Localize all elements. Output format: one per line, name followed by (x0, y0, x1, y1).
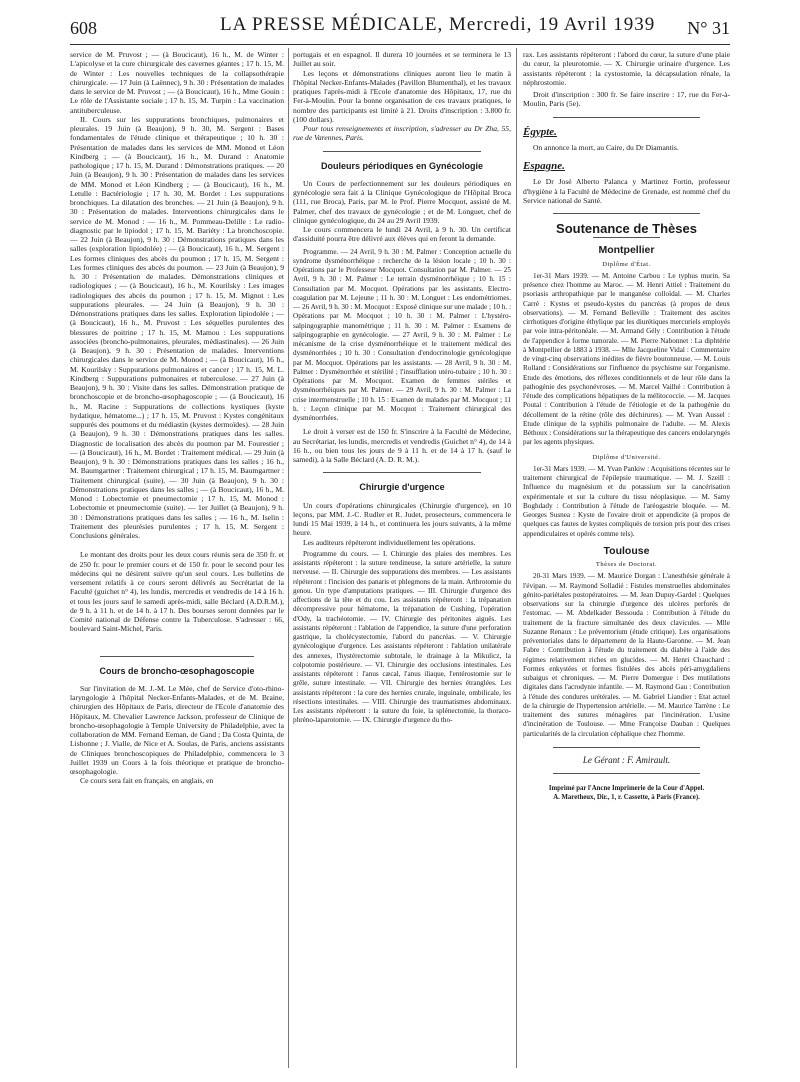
paragraph: II. Cours sur les suppurations bronchiques, pulmonaires et pleurales. 19 Juin (à Beaujon), 9 h. 30, M. Sergent : Bases fondamentales de l'étude clinique et thérapeutique ; 10 h. 30 : Présentation de malades dans les services de MM. Monod et Léon Kindberg ; — (à Boucicaut), 16 h., M. Durand : Anatomie pathologique ; 17 h. 15, M. Durand : Démonstrations pratiques. — 20 Juin (à Beaujon), 9 h. 30 : Présentation de malades dans les services de MM. Monod et Léon Kindberg ; — (à Boucicaut), 16 h., M. Letulle : Bactériologie ; 17 h. 30, M. Bordet : Les suppurations bronchiques. La dilatation des bronches. — 21 Juin (à Beaujon), 9 h. 30 : Présentation de malades. Interventions chirurgicales dans le service de M. Monod : — 16 h., M. Pommeau-Delille : Le radio-diagnostic par le lipiodol ; 17 h. 15, M. Bariéty : La bronchoscopie. — 22 Juin (à Beaujon), 9 h. 30 : Démonstrations pratiques dans les salles (exploration lipiodolée) ; — (à Boucicaut), 16 h., M. Sergent : Les formes cliniques des abcès du poumon ; 17 h. 15, M. Sergent : Les formes cliniques des abcès du poumon. — 23 Juin (à Beaujon), 9 h. 30 : Présentation de malades. Démonstrations cliniques et radiologiques ; — (à Boucicaut), 16 h., M. Kourilsky : Les images radiologiques des abcès du poumon ; 17 h. 15, M. Mignot : Les suppurations pleurales. — 24 Juin (à Beaujon), 9 h. 30 : Démonstrations pratiques dans les salles. Exploration lipiodolée ; — (à Boucicaut), 16 h., M. Pruvost : Les séquelles purulentes des blessures de poitrine ; 17 h. 15, M. Mamou : Les suppurations associées (broncho-pulmonaires, pleurales, médiastinales). — 26 Juin (à Beaujon), 9 h. 30 : Présentation de malades. Interventions chirurgicales dans le service de M. Monod ; — (à Boucicaut), 16 h., M. Kourilsky : Suppurations pulmonaires et cancer ; 17 h. 15, M. L. Kindberg : Suppurations pulmonaires et tuberculose. — 27 Juin (à Beaujon), 9 h. 30 : Visite dans les salles. Démonstration pratique de bronchoscopie et de broncho-œsophagoscopie ; — (à Boucicaut), 16 h., M. Racine : Suppurations de collections kystiques (kyste hydatique, hématome...) ; 17 h. 15, M. Pruvost : Kystes congénitaux suppurés des poumons et du médiastin (kystes dermoïdes). — 28 Juin (à Beaujon), 9 h. 30 : Démonstrations pratiques dans les salles. Diagnostic de localisation des abcès du poumon par M. Fourestier ; — (à Boucicaut), 16 h., M. Bordet : Traitement médical. — 29 Juin (à Beaujon), 9 h. 30 : Démonstrations pratiques dans les salles ; 16 h., M. Baumgartner : Traitement chirurgical ; 17 h. 15, M. Baumgartner : Traitement chirurgical (suite). — 30 Juin (à Beaujon), 9 h. 30 : Démonstrations pratiques dans les salles ; — (à Boucicaut), 16 h., M. Monod : Lobectomie et pneumectomie ; 17 h. 15, M. Monod : Lobectomie et pneumectomie (suite). — 1er Juillet (à Beaujon), 9 h. 30 : Démonstrations pratiques dans les salles ; — 16 h., M. Iselin : Traitement des pleurésies purulentes ; 17 h. 15, M. Sergent : Conclusions générales. (70, 114, 284, 540)
paragraph: Droit d'inscription : 300 fr. Se faire inscrire : 17, rue du Fer-à-Moulin, Paris (5e). (523, 90, 730, 109)
issue-number: N° 31 (687, 18, 730, 38)
section-heading-egypte: Égypte. (523, 125, 557, 138)
paragraph: Sur l'invitation de M. J.-M. Le Mée, chef de Service d'oto-rhino-laryngologie à l'hôpital Necker-Enfants-Malades, et de M. Braine, chirurgien des Hôpitaux de Paris, directeur de l'Ecole d'anatomie des Hôpitaux, M. Chevalier Lawrence Jackson, professeur de Clinique de broncho-œsophagologie à Temple University de Philadelphie, avec la collaboration de MM. Fernand Eeman, de Gand ; Da Costa Quinta, de Lisbonne ; J. Vialle, de Nice et A. Soulas, de Paris, anciens assistants de Cliniques bronchoscopiques de Philadelphie, commencera le 3 Juillet 1939 un Cours à la fois théorique et pratique de broncho-œsophagologie. (70, 683, 284, 776)
paragraph: Un cours d'opérations chirurgicales (Chirurgie d'urgence), en 10 leçons, par MM. J.-C. Rudler et R. Judet, prosecteurs, commencera le lundi 15 Mai 1939, à 14 h., et continuera les jours suivants, à la même heure. (293, 500, 511, 538)
paragraph: Les leçons et démonstrations cliniques auront lieu le matin à l'hôpital Necker-Enfants-Malades (Pavillon Blumenthal), et les travaux pratiques l'après-midi à l'Ecole d'anatomie des Hôpitaux, 17, rue du Fer-à-Moulin. Pour la bonne organisation de ces travaux pratiques, le nombre des participants est limité à 21. Droits d'inscription : 3.800 fr. (100 dollars). (293, 68, 511, 124)
section-heading-urgence: Chirurgie d'urgence (359, 482, 445, 493)
diploma-subheading: Diplôme d'État. (602, 260, 651, 268)
page-number: 608 (70, 18, 97, 38)
column-divider-2 (516, 48, 517, 1068)
paragraph: portugais et en espagnol. Il durera 10 journées et se terminera le 13 Juillet au soir. (293, 50, 511, 69)
thesis-list: 20-31 Mars 1939. — M. Maurice Dorgan : L'anesthésie générale à l'évipan. — M. Raymond Solladié : Fistules menstruelles abdominales génito-pariétales postopératoires. — M. Jean Dupuy-Gardel : Quelques observations sur la chirurgie d'urgence des ulcères perforés de l'estomac. — M. Abdelkader Bessouda : Contribution à l'étude du traitement de la fracture simultanée des deux clavicules. — Mlle Suzanne Renaux : Le préventorium (étude critique). Les organisations préventoriales dans le département de la Haute-Garonne. — M. Jean Fabre : Contribution à l'étude du traitement du diabète à l'aide des régimes relativement riches en glucides. — M. Henri Chauchard : Formes enkystées et formes fistulées des abcès péri-amygdaliens subaigus et chroniques. — M. Pierre Domergue : Des mutilations digitales dans l'acrodynie infantile. — M. Raymond Gau : Contribution à l'étude des condures urétérales. — M. Gabriel Liandier : Etat actuel de la chirurgie de l'hypertension artérielle. — M. Maurice Tarrène : Le traitement des sutures ménagères par l'incinération. L'usine d'incinération de Toulouse. — Mme Françoise Dauban : Quelques particularités de la circulation céphalique chez l'homme. (523, 572, 730, 738)
column-left (70, 50, 284, 1070)
paragraph: Le cours commencera le lundi 24 Avril, à 9 h. 30. Un certificat d'assiduité pourra être délivré aux élèves qui en feront la demande. (293, 225, 511, 244)
section-heading-gyneco: Douleurs périodiques en Gynécologie (320, 160, 484, 171)
city-heading-toulouse: Toulouse (603, 544, 650, 557)
city-heading-montpellier: Montpellier (598, 244, 655, 257)
section-divider (323, 472, 481, 473)
paragraph: Ce cours sera fait en français, en anglais, en (80, 776, 214, 786)
section-divider (553, 213, 700, 214)
page-header (70, 12, 730, 42)
header-rule (70, 44, 730, 45)
paragraph: service de M. Pruvost ; — (à Boucicaut), 16 h., M. de Winter : L'apicolyse et la cure chirurgicale des cavernes géantes ; 17 h. 15, M. de Winter : Les nouvelles techniques de la collapsothérapie chirurgicale. — 17 Juin (à Laënnec), 9 h. 30 : Présentation de malades dans le service de M. Pruvost ; — (à Boucicaut), 16 h., Mme Gouin : Le rôle de l'Assistante sociale ; 17 h. 15, M. Turpin : La vaccination antituberculeuse. (70, 50, 284, 115)
thesis-list: 1er-31 Mars 1939. — M. Antoine Carbou : Le typhus murin. Sa présence chez l'homme au Maroc. — M. Henri Attiel : Traitement du psoriasis arthropathique par le manganèse colloïdal. — M. Charles Carré : Kystes et pseudo-kystes du pancréas (à propos de deux observations). — M. Fernand Belleville : Traitement des ascites cirrhotiques d'origine éthylique par les diurétiques mercuriels employés par voie intra-péritonéale. — M. Armand Gély : Contribution à l'étude de l'appendice à forme tumorale. — M. Pierre Nabonnet : La diphtérie à Montpellier de 1883 à 1938. — Mlle Jacqueline Vidal : Commentaire de vingt-cinq observations inédites de fièvre boutonneuse. — M. Louis Rolland : Considérations sur l'influence du psychisme sur l'organisme. Etude des émotions, des réflexes conditionnels et de leur rôle dans la pathogénie des psychonévroses. — M. Marcel Vailhé : Contribution à l'étude des complications hépatiques de la mélitococcie. — M. Jacques Poutal : Contribution à l'étude de l'étiologie et de la pathogénie du décollement de la rétine (rôle des déchirures). — M. Yvan Aussel : Etude clinique de la syphilis pulmonaire de l'adulte. — M. Alexis Béthoux : Considérations sur la thérapeutique des cancers endolaryngés par les agents physiques. (523, 271, 730, 447)
paragraph: rax. Les assistants répéteront : l'abord du cœur, la suture d'une plaie du cœur, la pleurotomie. — X. Chirurgie urinaire d'urgence. Les assistants répéteront : la cystostomie, la décapsulation rénale, la néphrostomie. (523, 50, 730, 87)
paragraph: Pour tous renseignements et inscription, s'adresser au Dr Zha, 55, rue de Varennes, Paris. (293, 124, 511, 143)
printer-line: A. Maretheux, Dir., 1, r. Cassette, à Paris (France). (553, 794, 700, 801)
printer-line: Imprimé par l'Ancne Imprimerie de la Cour d'Appel. (548, 785, 705, 792)
section-heading-espagne: Espagne. (523, 160, 565, 172)
paragraph: Un Cours de perfectionnement sur les douleurs périodiques en gynécologie sera fait à la Clinique Gynécologique de l'Hôpital Broca (111, rue Broca), Paris, par M. le Prof. Pierre Mocquot, assisté de M. Palmer, chef des travaux de gynécologie ; et de M. Longuet, chef de clinique gynécologique, du 24 au 29 Avril 1939. (293, 178, 511, 225)
column-divider-1 (288, 48, 289, 1068)
paragraph: Le droit à verser est de 150 fr. S'inscrire à la Faculté de Médecine, au Secrétariat, les lundis, mercredis et vendredis (Guichet n° 4), de 14 à 16 h., ou bien tous les jours de 9 à 11 h. et de 14 à 17 h. (sauf le samedi), à la Salle Béclard (A. D. R. M.). (293, 427, 511, 464)
thesis-list: 1er-31 Mars 1939. — M. Yvan Pankiw : Acquisitions récentes sur le traitement chirurgical de l'épilepsie traumatique. — M. J. Szeill : Influence du magnésium et du potassium sur la cancérisation expérimentale et sur la culture du tissu néoplasique. — M. Samy Boghdady : Contribution à l'étude de l'aréogastrie bloquée. — M. Georges Susnea : Kyste de l'ovaire droit et appendicite (à propos de quelques cas fautes de kystes compliqués de torsion pris pour des crises appendiculaires et opérés comme tels). (523, 464, 730, 538)
section-divider (553, 747, 700, 748)
section-divider (553, 117, 700, 118)
section-heading-broncho: Cours de broncho-œsophagoscopie (99, 665, 255, 676)
section-divider (593, 237, 660, 238)
section-divider (553, 773, 700, 774)
paragraph: Les auditeurs répéteront individuellement les opérations. (303, 537, 476, 547)
diploma-subheading: Thèses de Doctorat. (595, 561, 658, 568)
paragraph: On annonce la mort, au Caire, du Dr Diamantis. (533, 142, 679, 152)
journal-masthead: LA PRESSE MÉDICALE, Mercredi, 19 Avril 1939 (220, 14, 656, 35)
gerant-signature: Le Gérant : F. Amirault. (582, 754, 671, 765)
section-heading-soutenance: Soutenance de Thèses (556, 221, 697, 236)
column-middle (293, 50, 511, 1070)
diploma-subheading: Diplôme d'Université. (592, 453, 661, 461)
paragraph: Le Dr José Alberto Palanca y Martinez Fortin, professeur d'hygiène à la Faculté de Médecine de Grenade, est nommé chef du Service national de Santé. (523, 177, 730, 205)
column-right (523, 50, 730, 1070)
section-divider (100, 656, 254, 657)
section-divider (323, 151, 481, 152)
program-paragraph: Programme du cours. — I. Chirurgie des plaies des membres. Les assistants répéteront : la suture tendineuse, la suture artérielle, la suture nerveuse. — II. Chirurgie des suppurations des membres. — Les assistants répéteront : l'incision des panaris et phlegmons de la main. Arthrotomie du genou. Un type d'amputations pratiques. — III. Chirurgie d'urgence des affections de la tête et du cou. Les assistants répéteront : la trépanation décompressive pour hématome, la trépanation de Cushing, l'opération d'Ody, la trachéotomie. — IV. Chirurgie des péritonites aiguës. Les assistants répéteront : l'ablation de l'appendice, la suture d'une perforation gastrique, la cholécystectomie, l'abord du pancréas. — V. Chirurgie gynécologique d'urgence. Les assistants répéteront : l'ablation unilatérale des annexes, l'hystérectomie subtotale, le drainage à la Mikulicz, la colpotomie postérieure. — VI. Chirurgie des occlusions intestinales. Les assistants répéteront : l'anus cæcal, l'anus iliaque, l'entérostomie sur le grêle, suture intestinale. — VII. Chirurgie des hernies étranglées. Les assistants répéteront : la cure des hernies crurale, inguinale, ombilicale, les résections intestinales. — VIII. Chirurgie des traumatismes abdominaux. Les assistants répéteront : la suture du foie, la splénectomie, la thoraco-phréno-laparotomie. — IX. Chirurgie d'urgence du tho- (293, 549, 511, 725)
paragraph: Le montant des droits pour les deux cours réunis sera de 350 fr. et de 250 fr. pour le premier cours et de 150 fr. pour le second pour les médecins qui ne désirent suivre qu'un seul cours. Les bulletins de versement relatifs à ce cours seront délivrés au Secrétariat de la Faculté (guichet n° 4), les lundis, mercredis et vendredis de 14 à 16 h. et tous les jours sauf le samedi après-midi, salle Béclard (A.D.R.M.), de 9 h. à 11 h. et de 14 h. à 17 h. Des bourses seront données par le Comité national de Défense contre la Tuberculose. S'adresser : 66, boulevard Saint-Michel, Paris. (70, 550, 284, 634)
program-paragraph: Programme. — 24 Avril, 9 h. 30 : M. Palmer : Conception actuelle du syndrome dysménorrhéique : recherche de la lésion locale ; 10 h. 30 : Opérations par le Professeur Mocquot. Consultation par M. Palmer. — 25 Avril, 9 h. 30 : M. Palmer : Le terrain dysménorrhéique ; 10 h. 15 : Consultation par M. Mocquot. Opérations par les assistants. Electro-coagulation par M. Lejeune ; 11 h. 30 : M. Longuet : Les endométriomes. — 26 Avril, 9 h. 30 : M. Mocquot : Exposé clinique sur une malade ; 10 h. : Opérations par M. Mocquot ; 10 h. 30 : M. Palmer : L'hystéro-salpingographie manométrique ; 11 h. 30 : M. Palmer : Examens de salpingographie en gynécologie. — 27 Avril, 9 h. 30 : M. Palmer : Le mécanisme de la crise dysménorrhéique et le traitement médical des dysménorrhées ; 10 h. 30 : Consultation d'endocrinologie gynécologique par M. Mocquot. Opérations par les assistants. — 28 Avril, 9 h. 30 : M. Palmer : Dysménorrhée et stérilité ; l'insufflation utéro-tubaire ; 10 h. 30 : Opérations par M. Mocquot. Examen de femmes stériles et dysménorrhéiques par M. Palmer. — 29 Avril, 9 h. 30 : M. Palmer : La crise intermenstruelle ; 10 h. 15 : Examen de malades par M. Mocquot ; 11 h. : Leçon clinique par M. Mocquot : Traitement chirurgical des dysménorrhées. (293, 247, 511, 422)
